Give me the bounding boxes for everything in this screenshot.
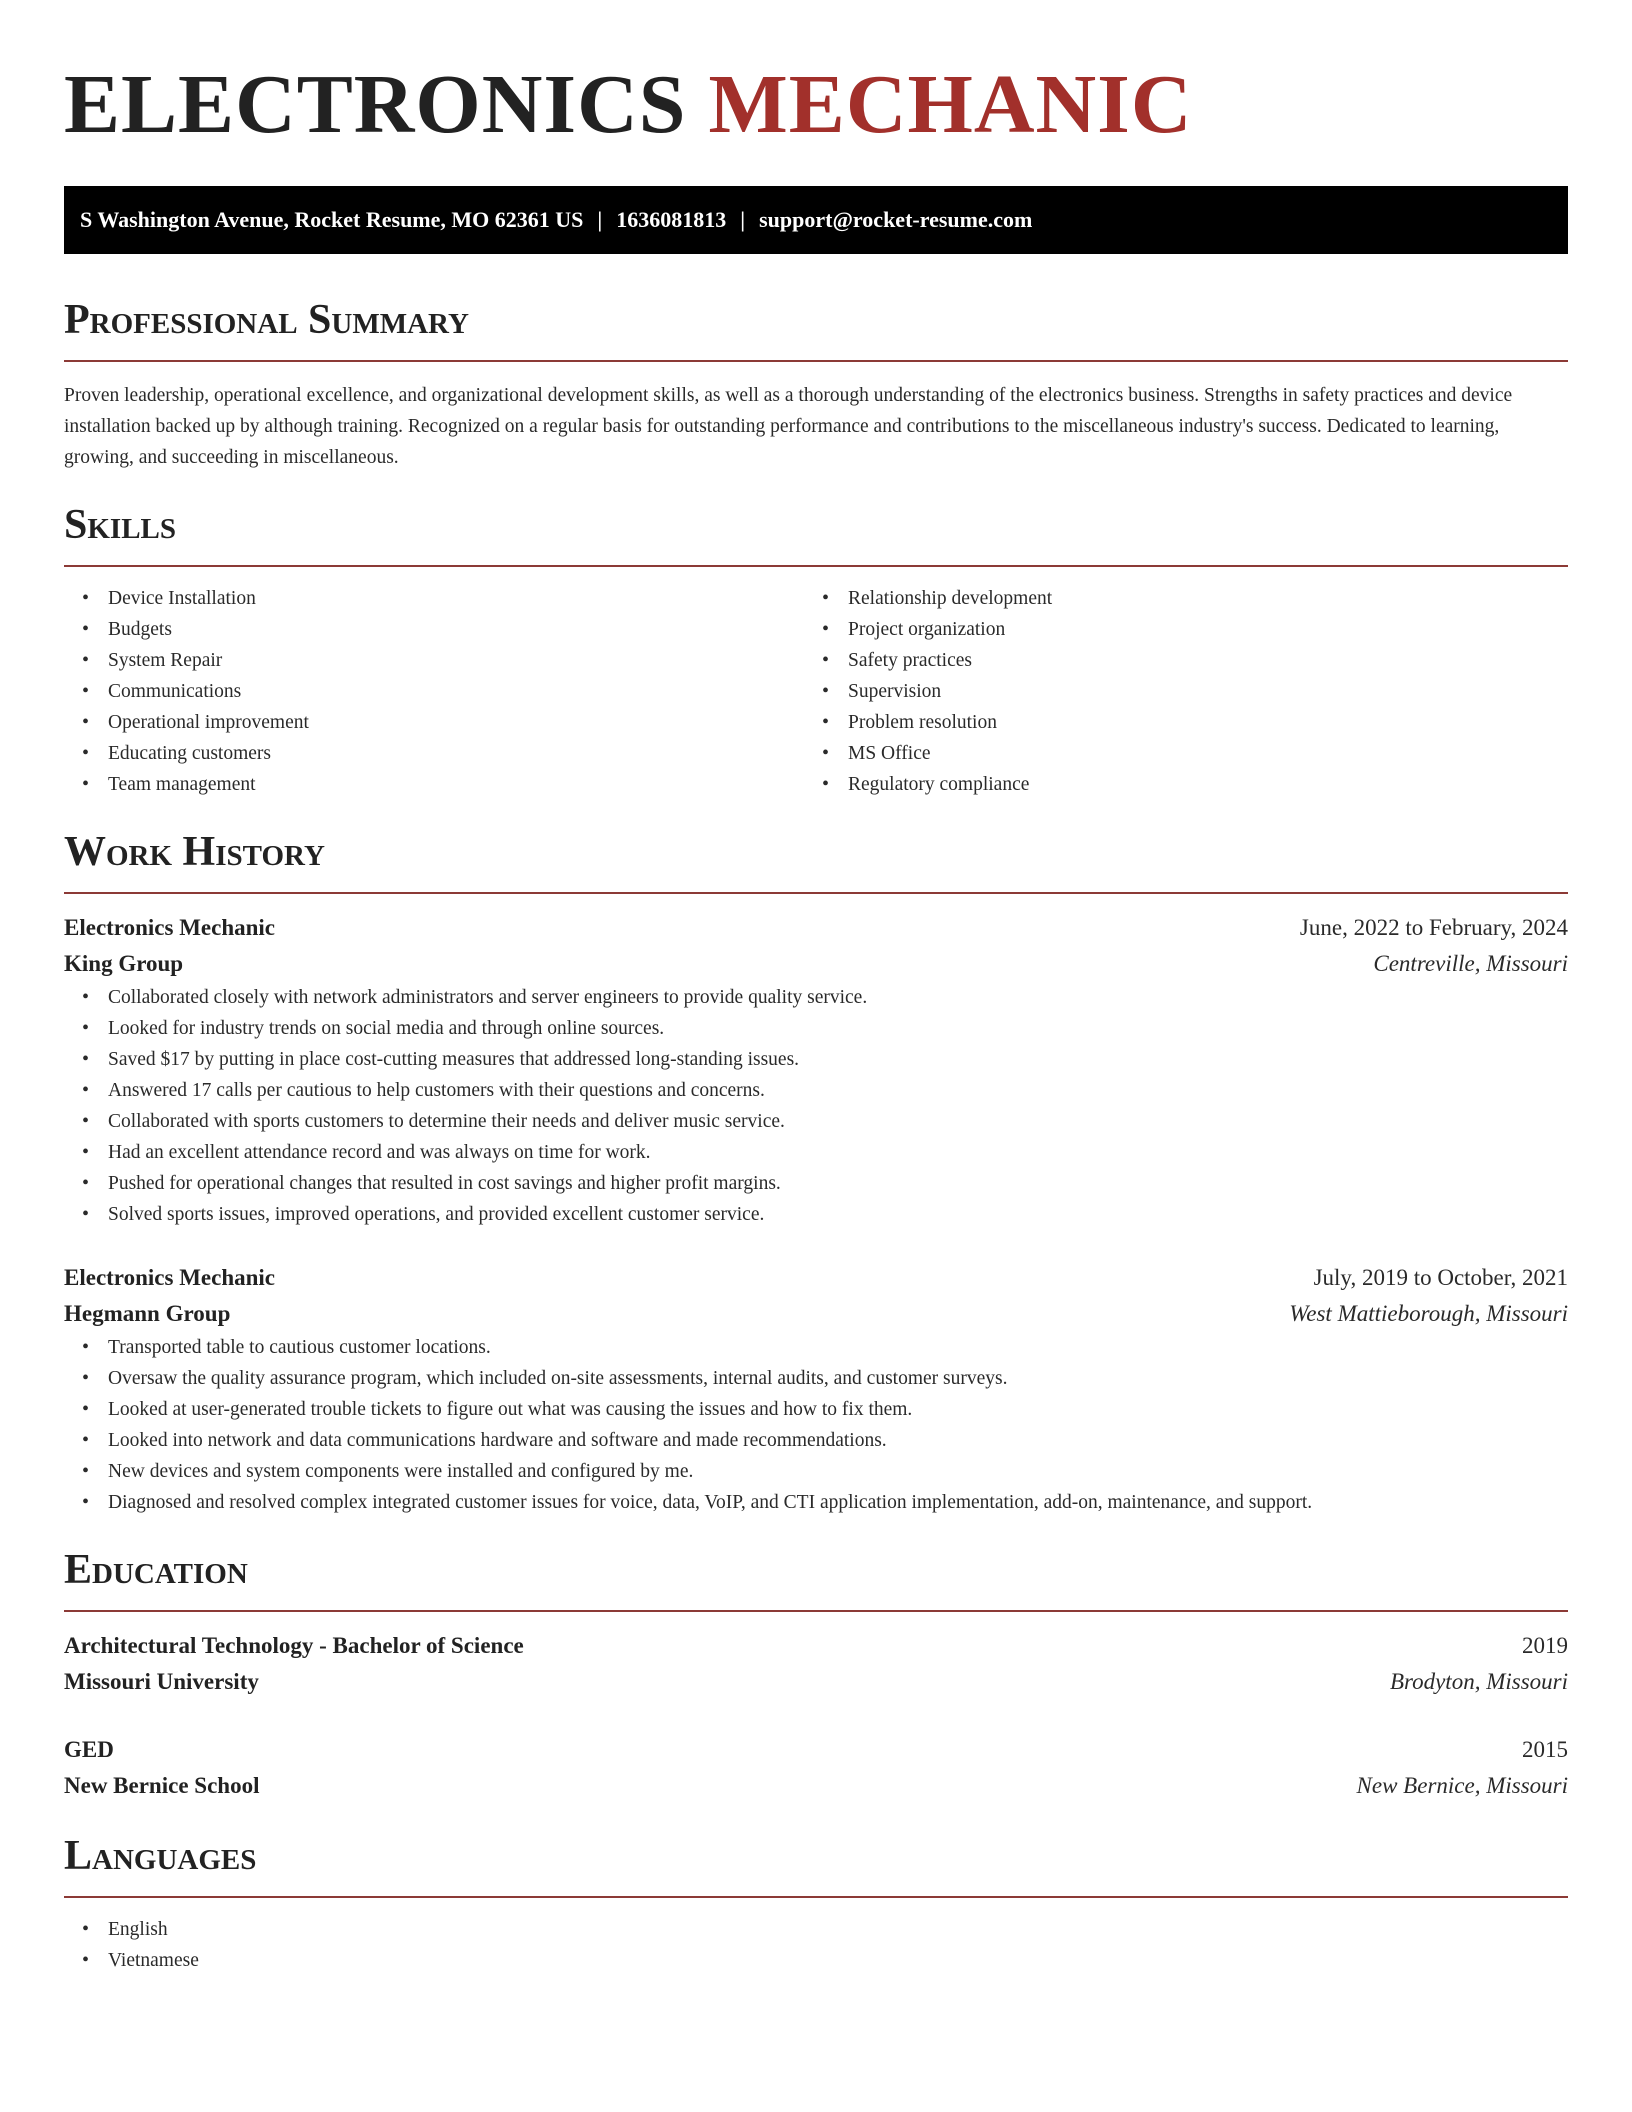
summary-section [64, 294, 1568, 473]
job-bullet: • Diagnosed and resolved complex integrated customer issues for voice, data, VoIP, and CTI application implementation, add-on, maintenance, and support. [64, 1487, 1568, 1518]
skills-list-left [64, 583, 804, 800]
section-divider [64, 892, 1568, 894]
skill-item: • Regulatory compliance [804, 769, 1568, 800]
skills-columns [64, 583, 1568, 800]
name-first: ELECTRONICS [64, 58, 687, 151]
language-item: • English [64, 1914, 1568, 1945]
skill-item: • Budgets [64, 614, 804, 645]
section-title-skills: Skills [64, 502, 177, 548]
education-school: New Bernice School [64, 1773, 260, 1798]
skill-item: • Team management [64, 769, 804, 800]
contact-phone: 1636081813 [616, 207, 727, 232]
job-bullet: • Answered 17 calls per cautious to help customers with their questions and concerns. [64, 1075, 1568, 1106]
job-company-row [64, 946, 1568, 982]
job-bullet: • Saved $17 by putting in place cost-cutting measures that addressed long-standing issues. [64, 1044, 1568, 1075]
skills-list-right [804, 583, 1568, 800]
languages-list [64, 1914, 1568, 1976]
education-degree: GED [64, 1737, 114, 1762]
education-location: New Bernice, Missouri [1356, 1773, 1568, 1798]
skill-item: • Project organization [804, 614, 1568, 645]
skill-item: • Problem resolution [804, 707, 1568, 738]
job-bullet-list [64, 982, 1568, 1230]
resume-page [64, 50, 1568, 1976]
work-history-section [64, 826, 1568, 1518]
job-bullet-list [64, 1332, 1568, 1518]
job-bullet: • Oversaw the quality assurance program, which included on-site assessments, internal audits, and customer surveys. [64, 1363, 1568, 1394]
education-degree: Architectural Technology - Bachelor of Science [64, 1633, 524, 1658]
job-location: Centreville, Missouri [1373, 951, 1568, 976]
job-bullet: • Looked at user-generated trouble tickets to figure out what was causing the issues and how to fix them. [64, 1394, 1568, 1425]
job-company: Hegmann Group [64, 1301, 231, 1326]
skill-item: • Device Installation [64, 583, 804, 614]
summary-text: Proven leadership, operational excellence, and organizational development skills, as well as a thorough understanding of the electronics business. Strengths in safety practices and device installation backed up by although training. Recognized on a regular basis for outstanding performance and contributions to the miscellaneous industry's success. Dedicated to learning, growing, and succeeding in miscellaneous. [64, 385, 1513, 468]
contact-separator: | [597, 207, 603, 232]
job-bullet: • Collaborated closely with network administrators and server engineers to provide quality service. [64, 982, 1568, 1013]
job-header-row [64, 1260, 1568, 1296]
job-bullet: • Had an excellent attendance record and was always on time for work. [64, 1137, 1568, 1168]
section-title-summary: Professional Summary [64, 297, 469, 343]
skill-item: • Safety practices [804, 645, 1568, 676]
section-divider [64, 1610, 1568, 1612]
contact-bar [64, 186, 1568, 254]
education-location: Brodyton, Missouri [1389, 1669, 1568, 1694]
education-year: 2015 [1522, 1737, 1568, 1762]
education-year: 2019 [1522, 1633, 1568, 1658]
languages-section [64, 1830, 1568, 1976]
education-section [64, 1544, 1568, 1804]
education-entry [64, 1732, 1568, 1804]
job-bullet: • Pushed for operational changes that resulted in cost savings and higher profit margins. [64, 1168, 1568, 1199]
name-last: MECHANIC [708, 58, 1193, 151]
job-dates: July, 2019 to October, 2021 [1313, 1265, 1568, 1290]
job-location: West Mattieborough, Missouri [1289, 1301, 1568, 1326]
section-title-work-history: Work History [64, 829, 325, 875]
section-title-education: Education [64, 1547, 248, 1593]
skill-item: • Operational improvement [64, 707, 804, 738]
skill-item: • Supervision [804, 676, 1568, 707]
job-bullet: • New devices and system components were installed and configured by me. [64, 1456, 1568, 1487]
job-entry [64, 910, 1568, 1230]
job-bullet: • Solved sports issues, improved operations, and provided excellent customer service. [64, 1199, 1568, 1230]
job-entry [64, 1260, 1568, 1518]
section-divider [64, 565, 1568, 567]
language-item: • Vietnamese [64, 1945, 1568, 1976]
job-bullet: • Collaborated with sports customers to determine their needs and deliver music service. [64, 1106, 1568, 1137]
job-header-row [64, 910, 1568, 946]
education-entry [64, 1628, 1568, 1700]
job-title: Electronics Mechanic [64, 1265, 275, 1290]
skills-column-right [804, 583, 1568, 800]
job-title: Electronics Mechanic [64, 915, 275, 940]
education-school: Missouri University [64, 1669, 259, 1694]
resume-name [64, 50, 1568, 160]
skill-item: • Relationship development [804, 583, 1568, 614]
education-degree-row [64, 1732, 1568, 1768]
job-bullet: • Transported table to cautious customer locations. [64, 1332, 1568, 1363]
job-bullet: • Looked into network and data communications hardware and software and made recommendations. [64, 1425, 1568, 1456]
section-divider [64, 1896, 1568, 1898]
contact-address: S Washington Avenue, Rocket Resume, MO 62361 US [80, 207, 584, 232]
education-school-row [64, 1768, 1568, 1804]
job-bullet: • Looked for industry trends on social media and through online sources. [64, 1013, 1568, 1044]
education-degree-row [64, 1628, 1568, 1664]
skill-item: • System Repair [64, 645, 804, 676]
skill-item: • MS Office [804, 738, 1568, 769]
skills-section [64, 499, 1568, 800]
skills-column-left [64, 583, 804, 800]
section-divider [64, 360, 1568, 362]
job-dates: June, 2022 to February, 2024 [1299, 915, 1568, 940]
section-title-languages: Languages [64, 1833, 257, 1879]
contact-separator: | [740, 207, 746, 232]
skill-item: • Communications [64, 676, 804, 707]
education-school-row [64, 1664, 1568, 1700]
job-company-row [64, 1296, 1568, 1332]
job-company: King Group [64, 951, 184, 976]
contact-email: support@rocket-resume.com [759, 207, 1033, 232]
skill-item: • Educating customers [64, 738, 804, 769]
